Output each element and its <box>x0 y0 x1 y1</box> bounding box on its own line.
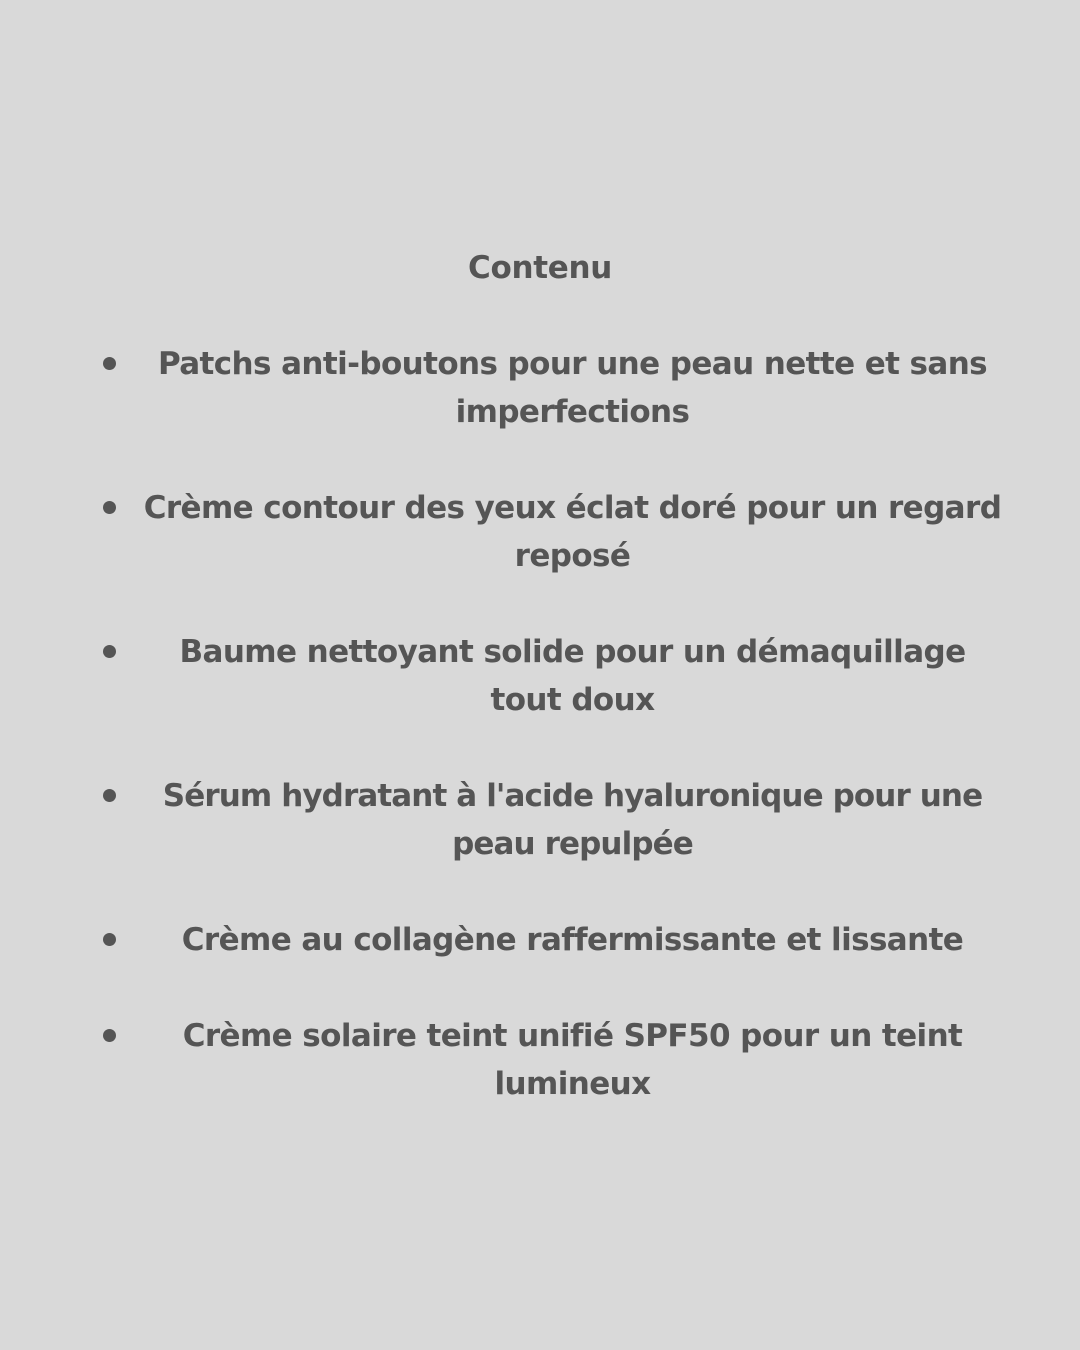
list-item-text: Sérum hydratant à l'acide hyaluronique pour une peau repulpée <box>162 778 983 862</box>
bullet-icon <box>103 1029 116 1042</box>
list-item-text: Baume nettoyant solide pour un démaquillage tout doux <box>179 634 966 718</box>
list-item-text: Patchs anti-boutons pour une peau nette et sans imperfections <box>157 346 988 430</box>
list-item-text: Crème au collagène raffermissante et lissante <box>181 922 964 958</box>
bullet-icon <box>103 789 116 802</box>
section-title: Contenu <box>468 250 612 286</box>
bullet-icon <box>103 645 116 658</box>
bullet-icon <box>103 501 116 514</box>
bullet-icon <box>103 933 116 946</box>
list-item-text: Crème solaire teint unifié SPF50 pour un teint lumineux <box>182 1018 963 1102</box>
list-item-text: Crème contour des yeux éclat doré pour un regard reposé <box>143 490 1002 574</box>
bullet-icon <box>103 357 116 370</box>
